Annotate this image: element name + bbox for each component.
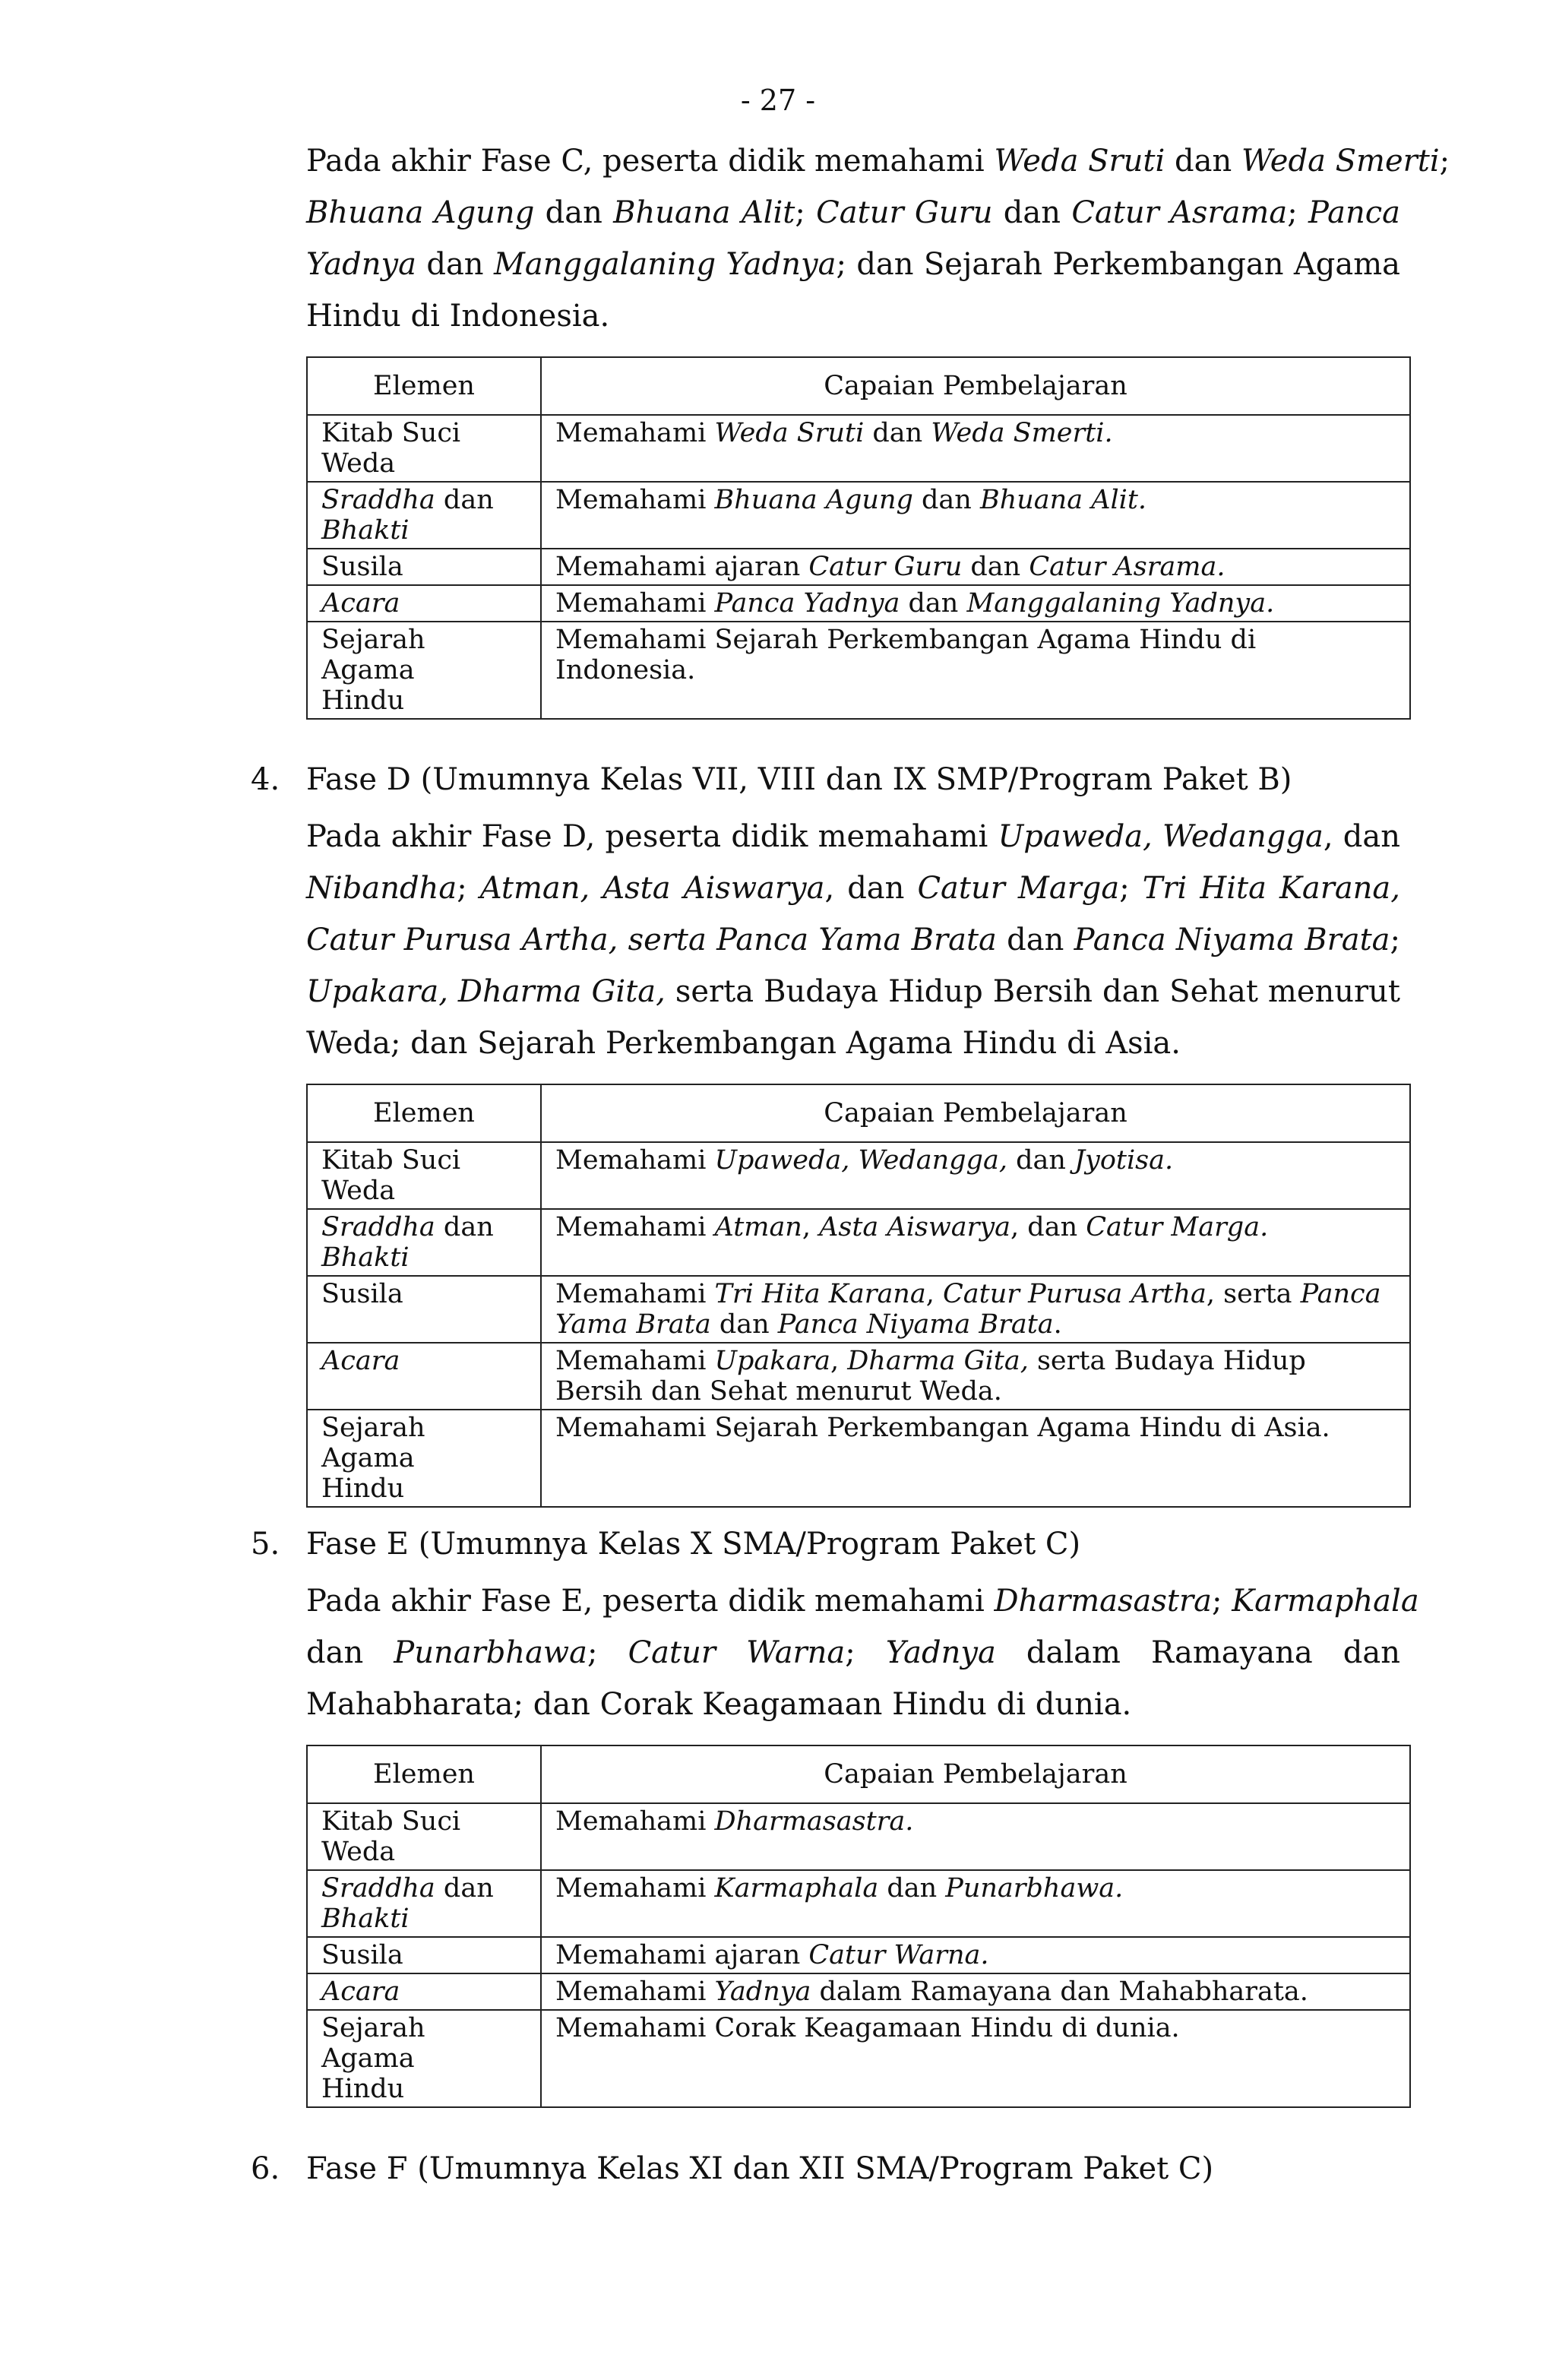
phase-c-intro-line: Hindu di Indonesia.	[306, 299, 610, 334]
capaian-cell: Memahami Bhuana Agung dan Bhuana Alit.	[541, 482, 1410, 549]
capaian-cell: Memahami Sejarah Perkembangan Agama Hindu di Indonesia.	[541, 622, 1410, 719]
table-row	[307, 415, 1410, 482]
element-cell: Susila	[307, 549, 541, 585]
element-cell: Sraddha dan Bhakti	[307, 1870, 541, 1937]
table-row	[307, 1803, 1410, 1870]
table-row	[307, 482, 1410, 549]
page-number: - 27 -	[740, 84, 816, 117]
table-header-row	[307, 357, 1410, 415]
capaian-cell: Memahami Atman, Asta Aiswarya, dan Catur Marga.	[541, 1209, 1410, 1276]
capaian-cell: Memahami Sejarah Perkembangan Agama Hindu di Asia.	[541, 1410, 1410, 1507]
phase-e-title: Fase E (Umumnya Kelas X SMA/Program Paket C)	[306, 1527, 1081, 1562]
table-header-row	[307, 1745, 1410, 1803]
header-capaian-pembelajaran: Capaian Pembelajaran	[541, 357, 1410, 415]
phase-d-table	[306, 1084, 1411, 1508]
phase-c-intro-paragraph	[306, 135, 1450, 342]
table-row	[307, 1142, 1410, 1209]
phase-e-number: 5.	[251, 1527, 280, 1562]
element-cell: Sejarah Agama Hindu	[307, 622, 541, 719]
element-cell: Kitab Suci Weda	[307, 1803, 541, 1870]
table-row	[307, 1937, 1410, 1973]
capaian-cell: Memahami Upaweda, Wedangga, dan Jyotisa.	[541, 1142, 1410, 1209]
phase-c-intro-line: Yadnya dan Manggalaning Yadnya; dan Sejarah Perkembangan Agama	[306, 247, 1400, 282]
phase-d-intro-line: Pada akhir Fase D, peserta didik memahami Upaweda, Wedangga, dan	[306, 819, 1400, 854]
phase-e-intro-line: Pada akhir Fase E, peserta didik memahami Dharmasastra; Karmaphala	[306, 1584, 1419, 1619]
phase-e-heading	[251, 1523, 1080, 1565]
phase-c-table	[306, 356, 1411, 720]
table-row	[307, 2010, 1410, 2107]
header-elemen: Elemen	[307, 1084, 541, 1142]
header-capaian-pembelajaran: Capaian Pembelajaran	[541, 1084, 1410, 1142]
header-capaian-pembelajaran: Capaian Pembelajaran	[541, 1745, 1410, 1803]
header-elemen: Elemen	[307, 1745, 541, 1803]
element-cell: Acara	[307, 1343, 541, 1410]
capaian-cell: Memahami Upakara, Dharma Gita, serta Budaya Hidup Bersih dan Sehat menurut Weda.	[541, 1343, 1410, 1410]
phase-d-intro-line: Nibandha; Atman, Asta Aiswarya, dan Catur Marga; Tri Hita Karana,	[306, 871, 1400, 906]
capaian-cell: Memahami Weda Sruti dan Weda Smerti.	[541, 415, 1410, 482]
phase-f-title: Fase F (Umumnya Kelas XI dan XII SMA/Program Paket C)	[306, 2151, 1214, 2186]
table-row	[307, 585, 1410, 622]
phase-e-intro-line: dan Punarbhawa; Catur Warna; Yadnya dalam Ramayana dan	[306, 1635, 1400, 1670]
phase-d-number: 4.	[251, 762, 280, 797]
capaian-cell: Memahami Dharmasastra.	[541, 1803, 1410, 1870]
phase-c-intro-line: Pada akhir Fase C, peserta didik memahami Weda Sruti dan Weda Smerti;	[306, 144, 1450, 179]
element-cell: Sraddha dan Bhakti	[307, 482, 541, 549]
table-row	[307, 622, 1410, 719]
table-header-row	[307, 1084, 1410, 1142]
element-cell: Sraddha dan Bhakti	[307, 1209, 541, 1276]
phase-d-intro-paragraph	[306, 811, 1400, 1069]
table-row	[307, 1410, 1410, 1507]
table-row	[307, 1973, 1410, 2010]
phase-f-heading	[251, 2147, 1213, 2190]
element-cell: Susila	[307, 1937, 541, 1973]
element-cell: Kitab Suci Weda	[307, 415, 541, 482]
element-cell: Kitab Suci Weda	[307, 1142, 541, 1209]
capaian-cell: Memahami Panca Yadnya dan Manggalaning Yadnya.	[541, 585, 1410, 622]
table-row	[307, 1276, 1410, 1343]
phase-f-number: 6.	[251, 2151, 280, 2186]
table-row	[307, 1209, 1410, 1276]
table-row	[307, 1870, 1410, 1937]
phase-e-intro-paragraph	[306, 1575, 1419, 1730]
phase-e-intro-line: Mahabharata; dan Corak Keagamaan Hindu di dunia.	[306, 1687, 1132, 1722]
header-elemen: Elemen	[307, 357, 541, 415]
phase-d-intro-line: Upakara, Dharma Gita, serta Budaya Hidup Bersih dan Sehat menurut	[306, 974, 1400, 1009]
phase-d-intro-line: Weda; dan Sejarah Perkembangan Agama Hindu di Asia.	[306, 1026, 1181, 1061]
element-cell: Susila	[307, 1276, 541, 1343]
table-row	[307, 1343, 1410, 1410]
phase-d-intro-line: Catur Purusa Artha, serta Panca Yama Brata dan Panca Niyama Brata;	[306, 923, 1400, 957]
phase-e-table	[306, 1745, 1411, 2108]
element-cell: Acara	[307, 585, 541, 622]
phase-d-title: Fase D (Umumnya Kelas VII, VIII dan IX SMP/Program Paket B)	[306, 762, 1292, 797]
capaian-cell: Memahami Karmaphala dan Punarbhawa.	[541, 1870, 1410, 1937]
capaian-cell: Memahami Yadnya dalam Ramayana dan Mahabharata.	[541, 1973, 1410, 2010]
capaian-cell: Memahami Tri Hita Karana, Catur Purusa Artha, serta Panca Yama Brata dan Panca Niyama Brata.	[541, 1276, 1410, 1343]
capaian-cell: Memahami ajaran Catur Guru dan Catur Asrama.	[541, 549, 1410, 585]
capaian-cell: Memahami ajaran Catur Warna.	[541, 1937, 1410, 1973]
element-cell: Sejarah Agama Hindu	[307, 2010, 541, 2107]
phase-c-intro-line: Bhuana Agung dan Bhuana Alit; Catur Guru dan Catur Asrama; Panca	[306, 195, 1400, 230]
element-cell: Sejarah Agama Hindu	[307, 1410, 541, 1507]
capaian-cell: Memahami Corak Keagamaan Hindu di dunia.	[541, 2010, 1410, 2107]
element-cell: Acara	[307, 1973, 541, 2010]
table-row	[307, 549, 1410, 585]
phase-d-heading	[251, 758, 1292, 801]
